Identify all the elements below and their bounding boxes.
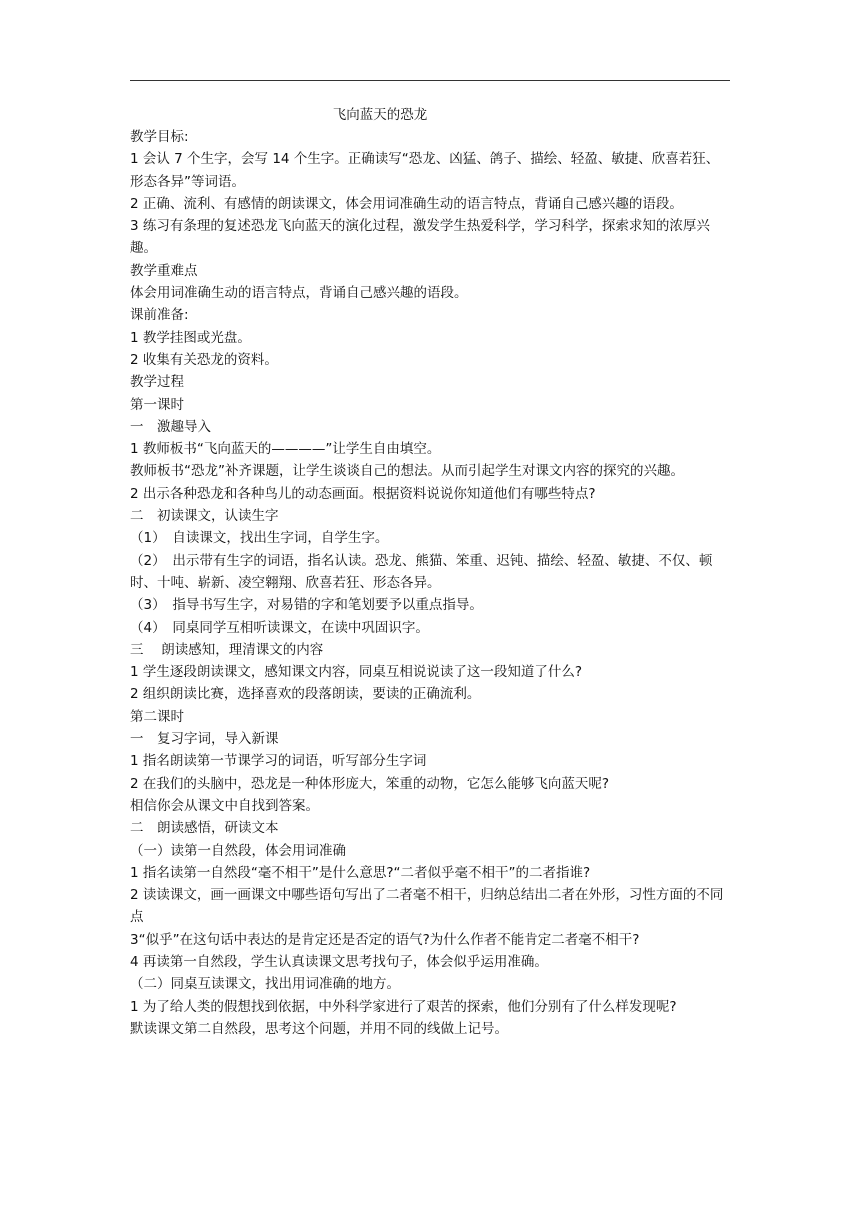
body-line: 二 初读课文，认读生字 (130, 508, 279, 525)
body-line: （3） 指导书写生字，对易错的字和笔划要予以重点指导。 (130, 597, 483, 614)
body-line: 课前准备: (130, 307, 189, 324)
body-line: 3“似乎”在这句话中表达的是肯定还是否定的语气?为什么作者不能肯定二者毫不相干? (130, 931, 640, 948)
body-line: 2 组织朗读比赛，选择喜欢的段落朗读，要读的正确流利。 (130, 686, 481, 703)
body-line: 一 复习字词，导入新课 (130, 731, 279, 748)
body-line: 2 出示各种恐龙和各种鸟儿的动态画面。根据资料说说你知道他们有哪些特点? (130, 485, 596, 502)
body-line: 1 学生逐段朗读课文，感知课文内容，同桌互相说说读了这一段知道了什么? (130, 664, 583, 681)
body-line: 1 教师板书“飞向蓝天的————”让学生自由填空。 (130, 441, 441, 458)
body-line: 2 在我们的头脑中，恐龙是一种体形庞大，笨重的动物，它怎么能够飞向蓝天呢? (130, 775, 610, 792)
body-line: 1 为了给人类的假想找到依据，中外科学家进行了艰苦的探索，他们分别有了什么样发现呢? (130, 998, 677, 1015)
body-line: 3 练习有条理的复述恐龙飞向蓝天的演化过程，激发学生热爱科学，学习科学，探索求知的浓厚兴趣。 (130, 218, 710, 257)
body-line: （2） 出示带有生字的词语，指名认读。恐龙、熊猫、笨重、迟钝、描绘、轻盈、敏捷、不仅、顿时、十吨、崭新、凌空翱翔、欣喜若狂、形态各异。 (130, 552, 713, 591)
body-line: （4） 同桌同学互相听读课文，在读中巩固识字。 (130, 619, 429, 636)
body-line: 默读课文第二自然段，思考这个问题，并用不同的线做上记号。 (130, 1020, 508, 1037)
body-line: 教师板书“恐龙”补齐课题，让学生谈谈自己的想法。从而引起学生对课文内容的探究的兴趣。 (130, 463, 684, 480)
body-line: 三 朗读感知，理清课文的内容 (130, 641, 324, 658)
body-line: 第二课时 (130, 708, 184, 725)
body-line: 体会用词准确生动的语言特点，背诵自己感兴趣的语段。 (130, 285, 468, 302)
document-body (130, 126, 730, 1040)
body-line: 2 正确、流利、有感情的朗读课文，体会用词准确生动的语言特点，背诵自己感兴趣的语段。 (130, 195, 683, 212)
body-line: 相信你会从课文中自找到答案。 (130, 797, 319, 814)
document-title: 飞向蓝天的恐龙 (332, 107, 428, 123)
body-line: 1 会认 7 个生字，会写 14 个生字。正确读写“恐龙、凶猛、鸽子、描绘、轻盈、敏捷、欣喜若狂、形态各异”等词语。 (130, 151, 720, 190)
header-rule (130, 80, 730, 81)
body-line: 教学目标: (130, 129, 189, 145)
body-line: 第一课时 (130, 396, 184, 413)
body-line: 2 读读课文，画一画课文中哪些语句写出了二者毫不相干，归纳总结出二者在外形，习性方面的不同点 (130, 887, 724, 926)
body-line: 一 激趣导入 (130, 418, 211, 435)
body-line: （一）读第一自然段，体会用词准确 (130, 842, 346, 859)
body-line: 教学过程 (130, 374, 184, 391)
body-line: （二）同桌互读课文，找出用词准确的地方。 (130, 976, 400, 993)
body-line: 二 朗读感悟，研读文本 (130, 820, 279, 837)
body-line: 4 再读第一自然段，学生认真读课文思考找句子，体会似乎运用准确。 (130, 953, 548, 970)
body-line: 2 收集有关恐龙的资料。 (130, 351, 278, 368)
body-line: 教学重难点 (130, 262, 198, 279)
body-line: 1 指名读第一自然段“毫不相干”是什么意思?“二者似乎毫不相干”的二者指谁? (130, 864, 591, 881)
body-line: 1 教学挂图或光盘。 (130, 329, 251, 346)
body-line: 1 指名朗读第一节课学习的词语，听写部分生字词 (130, 753, 427, 770)
body-line: （1） 自读课文，找出生字词，自学生字。 (130, 530, 389, 547)
